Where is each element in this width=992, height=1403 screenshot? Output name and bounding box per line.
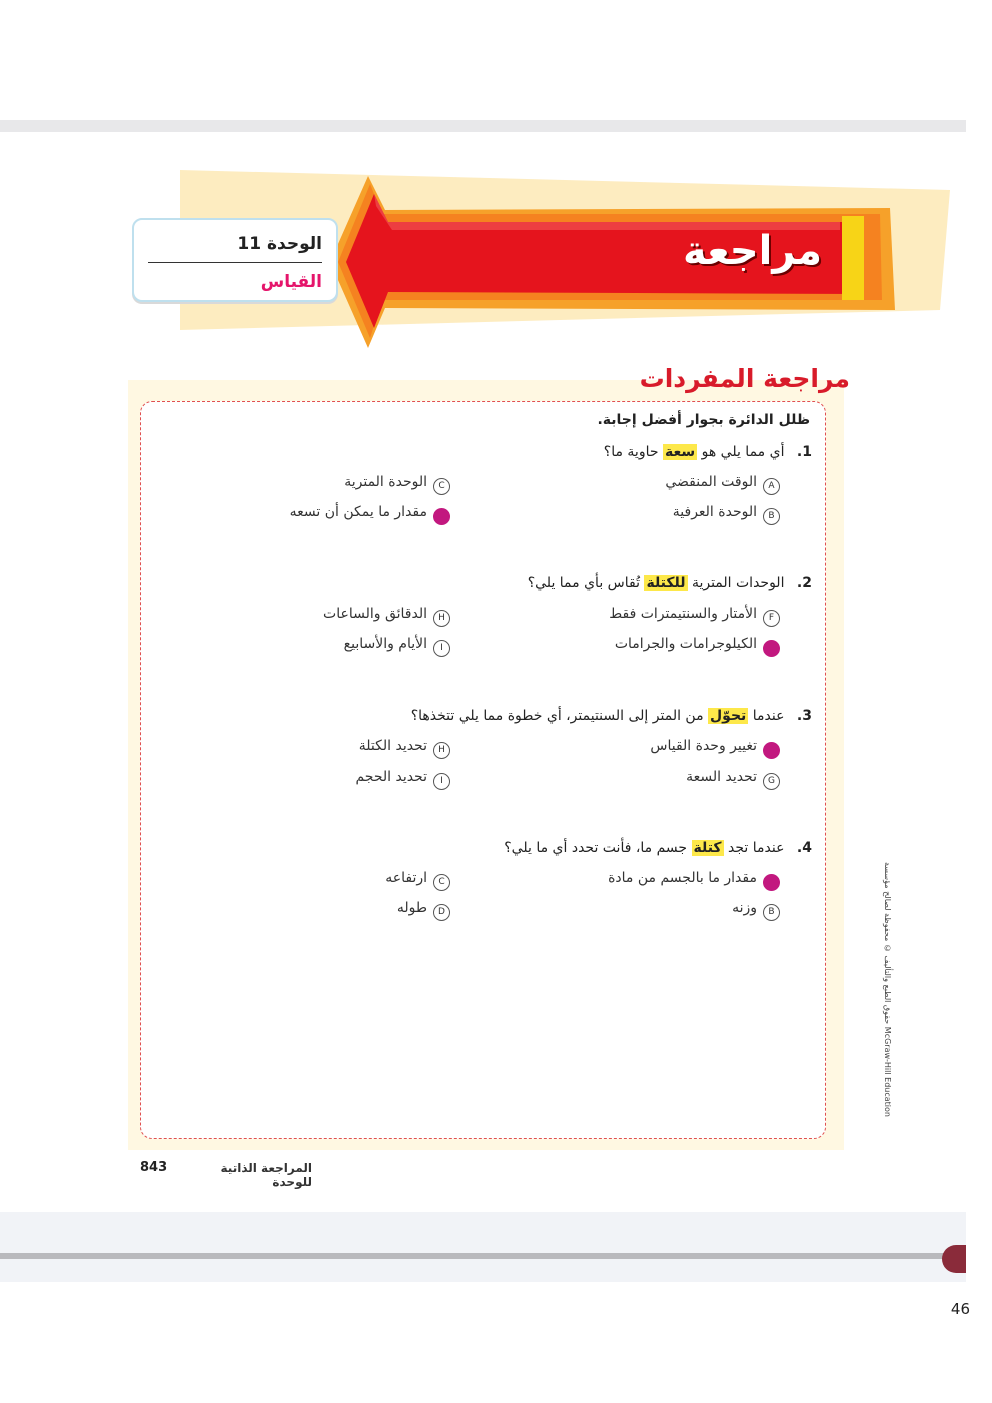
question-number: 1. <box>796 444 812 460</box>
highlighted-term: للكتلة <box>646 575 686 591</box>
answer-bubble-filled[interactable]: G <box>763 640 780 657</box>
answer-bubble[interactable]: H <box>433 610 450 627</box>
answer-option[interactable] <box>210 769 450 790</box>
answer-bubble[interactable]: F <box>763 610 780 627</box>
option-text: ارتفاعه <box>385 870 427 886</box>
answer-option[interactable] <box>210 636 450 657</box>
highlighted-term: تحوّل <box>710 708 747 724</box>
option-text: مقدار ما بالجسم من مادة <box>608 870 757 886</box>
answer-option[interactable] <box>210 900 450 921</box>
question-text-after: جسم ما، فأنت تحدد أي ما يلي؟ <box>504 840 688 856</box>
question-number: 2. <box>796 575 812 591</box>
question-number: 3. <box>796 708 812 724</box>
copyright-note: حقوق الطبع والتأليف © محفوظة لصالح مؤسسة McGraw-Hill Education <box>883 862 892 1117</box>
unit-divider <box>148 262 322 263</box>
option-text: الوقت المنقضي <box>665 474 757 490</box>
unit-label: الوحدة 11 <box>237 234 322 254</box>
answer-option[interactable] <box>540 738 780 759</box>
option-text: الكيلوجرامات والجرامات <box>614 636 757 652</box>
answer-option[interactable] <box>210 504 450 525</box>
question-3 <box>292 708 812 724</box>
book-page-number: 843 <box>140 1160 168 1175</box>
question-text-before: الوحدات المترية <box>691 575 785 591</box>
answer-option[interactable] <box>540 900 780 921</box>
progress-handle[interactable] <box>942 1245 966 1273</box>
option-text: وزنه <box>732 900 757 916</box>
progress-track <box>0 1253 950 1259</box>
option-text: الوحدة العرفية <box>672 504 757 520</box>
option-text: الدقائق والساعات <box>323 606 427 622</box>
answer-option[interactable] <box>210 870 450 891</box>
option-text: طوله <box>396 900 427 916</box>
unit-label-box <box>132 218 338 302</box>
option-text: الوحدة المترية <box>344 474 427 490</box>
question-text-before: أي مما يلي هو <box>701 444 785 460</box>
answer-option[interactable] <box>540 504 780 525</box>
answer-bubble[interactable]: H <box>433 742 450 759</box>
answer-bubble[interactable]: A <box>763 478 780 495</box>
unit-topic: القياس <box>260 272 322 292</box>
question-text-before: عندما <box>752 708 785 724</box>
option-text: تحديد الحجم <box>355 769 427 785</box>
instructions: ظلل الدائرة بجوار أفضل إجابة. <box>597 412 810 428</box>
question-2 <box>292 575 812 591</box>
answer-bubble[interactable]: I <box>433 773 450 790</box>
answer-bubble-filled[interactable]: D <box>433 508 450 525</box>
question-text-before: عندما تجد <box>728 840 785 856</box>
answer-bubble[interactable]: C <box>433 874 450 891</box>
answer-bubble[interactable]: B <box>763 508 780 525</box>
answer-bubble-filled[interactable]: F <box>763 742 780 759</box>
footer-text: المراجعة الذاتية للوحدة <box>220 1161 312 1189</box>
viewer-bottom-band <box>0 1212 966 1282</box>
option-text: الأمتار والسنتيمترات فقط <box>609 606 757 622</box>
answer-bubble[interactable]: D <box>433 904 450 921</box>
section-heading: مراجعة المفردات <box>639 364 850 393</box>
answer-option[interactable] <box>540 636 780 657</box>
question-text-after: من المتر إلى السنتيمتر، أي خطوة مما يلي تتخذها؟ <box>410 708 704 724</box>
answer-option[interactable] <box>540 474 780 495</box>
question-number: 4. <box>796 840 812 856</box>
option-text: تغيير وحدة القياس <box>650 738 757 754</box>
answer-option[interactable] <box>540 769 780 790</box>
question-text-after: حاوية ما؟ <box>603 444 659 460</box>
highlighted-term: كتلة <box>693 840 722 856</box>
answer-option[interactable] <box>210 738 450 759</box>
answer-bubble[interactable]: B <box>763 904 780 921</box>
answer-bubble[interactable]: C <box>433 478 450 495</box>
viewer-page-number: 46 <box>950 1300 970 1318</box>
answer-option[interactable] <box>540 870 780 891</box>
answer-option[interactable] <box>210 606 450 627</box>
answer-option[interactable] <box>540 606 780 627</box>
question-text-after: تُقاس بأي مما يلي؟ <box>527 575 640 591</box>
answer-bubble[interactable]: G <box>763 773 780 790</box>
option-text: الأيام والأسابيع <box>343 636 427 652</box>
highlighted-term: سعة <box>664 444 696 460</box>
option-text: تحديد الكتلة <box>358 738 427 754</box>
option-text: مقدار ما يمكن أن تسعه <box>289 504 427 520</box>
answer-bubble[interactable]: I <box>433 640 450 657</box>
answer-bubble-filled[interactable]: A <box>763 874 780 891</box>
answer-option[interactable] <box>210 474 450 495</box>
option-text: تحديد السعة <box>686 769 757 785</box>
question-4 <box>292 840 812 856</box>
review-title: مراجعة <box>682 228 822 274</box>
question-1 <box>292 444 812 460</box>
